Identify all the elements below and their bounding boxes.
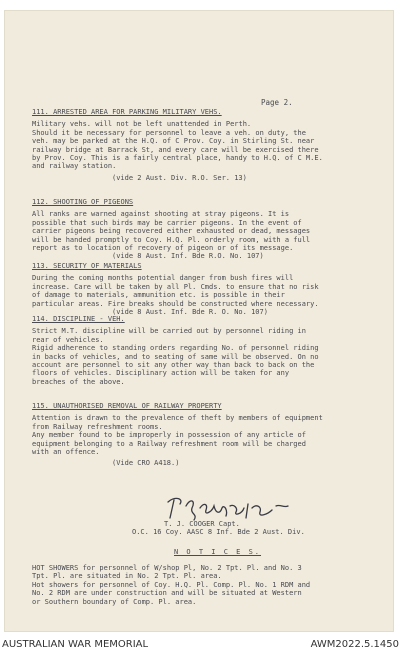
section-line: in backs of vehicles, and to seating of same will be observed. On no [32,352,319,361]
section-line: of damage to materials, ammunition etc. is possible in their [32,291,285,300]
section-line: with an offence. [32,448,100,457]
section-line: Any member found to be improperly in possession of any article of [32,431,306,440]
section-heading: 115. UNAUTHORISED REMOVAL OF RAILWAY PROPERTY [32,402,222,410]
section-line: Should it be necessary for personnel to leave a veh. on duty, the [32,128,306,137]
signatory-title: O.C. 16 Coy. AASC 8 Inf. Bde 2 Aust. Div. [132,528,305,537]
notice-line: No. 2 RDM are under construction and will be situated at Western [32,589,302,598]
section-115 [32,402,366,468]
signatory-name: T. J. COOGER Capt. [164,520,240,528]
section-line: floors of vehicles. Disciplinary action will be taken for any [32,369,290,378]
section-heading: 113. SECURITY OF MATERIALS [32,262,142,270]
section-114 [32,315,366,386]
section-line: by Prov. Coy. This is a fairly central place, handy to H.Q. of C M.E. [32,154,323,163]
section-heading: 111. ARRESTED AREA FOR PARKING MILITARY VEHS. [32,108,222,116]
section-line: rear of vehicles. [32,335,104,344]
document-body [14,20,384,628]
notices-section [32,564,366,606]
notice-line: or Southern boundary of Comp. Pl. area. [32,597,197,606]
section-line: Attention is drawn to the prevalence of theft by members of equipment [32,414,323,423]
section-line: possible that such birds may be carrier pigeons. In the event of [32,218,302,227]
section-heading: 114. DISCIPLINE - VEH. [32,315,125,323]
section-line: report as to location of recovery of pigeon or of its message. [32,244,294,253]
section-line: breaches of the above. [32,377,125,386]
section-line: will be handed promptly to Coy. H.Q. Pl. orderly room, with a full [32,235,311,244]
notice-line: Hot showers for personnel of Coy. H.Q. Pl. Comp. Pl. No. 1 RDM and [32,580,311,589]
section-line: and railway station. [32,162,117,171]
section-line: railway bridge at Barrack St, and every care will be exercised there [32,145,319,154]
section-line: During the coming months potential danger from bush fires will [32,274,294,283]
section-111 [32,108,366,182]
notices-title: N O T I C E S. [174,548,262,556]
section-line: carrier pigeons being recovered either exhausted or dead, messages [32,227,311,236]
footer-accession-number: AWM2022.5.1450 [310,639,399,650]
section-line: equipment belonging to a Railway refreshment room will be charged [32,439,306,448]
notice-line: HOT SHOWERS for personnel of W/shop Pl, No. 2 Tpt. Pl. and No. 3 [32,564,302,572]
section-line: particular areas. Fire breaks should be constructed where necessary. [32,299,319,308]
footer-institution: AUSTRALIAN WAR MEMORIAL [2,639,149,650]
section-reference: (vide 8 Aust. Inf. Bde R. O. No. 107) [112,308,268,317]
archive-footer [0,637,403,653]
section-line: Military vehs. will not be left unattended in Perth. [32,120,252,129]
section-reference: (vide 2 Aust. Div. R.O. Ser. 13) [112,173,247,182]
document-page [4,10,394,632]
section-line: veh. may be parked at the H.Q. of C Prov. Coy. in Stirling St. near [32,137,315,146]
section-line: from Railway refreshment rooms. [32,422,163,431]
section-113 [32,262,366,316]
section-reference: (Vide CRO A418.) [112,459,180,468]
section-line: increase. Care will be taken by all Pl. Cmds. to ensure that no risk [32,282,319,291]
section-112 [32,198,366,261]
section-line: Strict M.T. discipline will be carried out by personnel riding in [32,327,306,336]
notice-line: Tpt. Pl. are situated in No. 2 Tpt. Pl. area. [32,572,222,581]
section-heading: 112. SHOOTING OF PIGEONS [32,198,134,206]
section-line: All ranks are warned against shooting at stray pigeons. It is [32,210,290,219]
page-number: Page 2. [261,98,293,107]
section-reference: (vide 8 Aust. Inf. Bde R.O. No. 107) [112,252,264,261]
signature-block [132,520,352,537]
section-line: Rigid adherence to standing orders regarding No. of personnel riding [32,344,319,353]
section-line: account are personnel to sit any other way than back to back on the [32,361,315,370]
